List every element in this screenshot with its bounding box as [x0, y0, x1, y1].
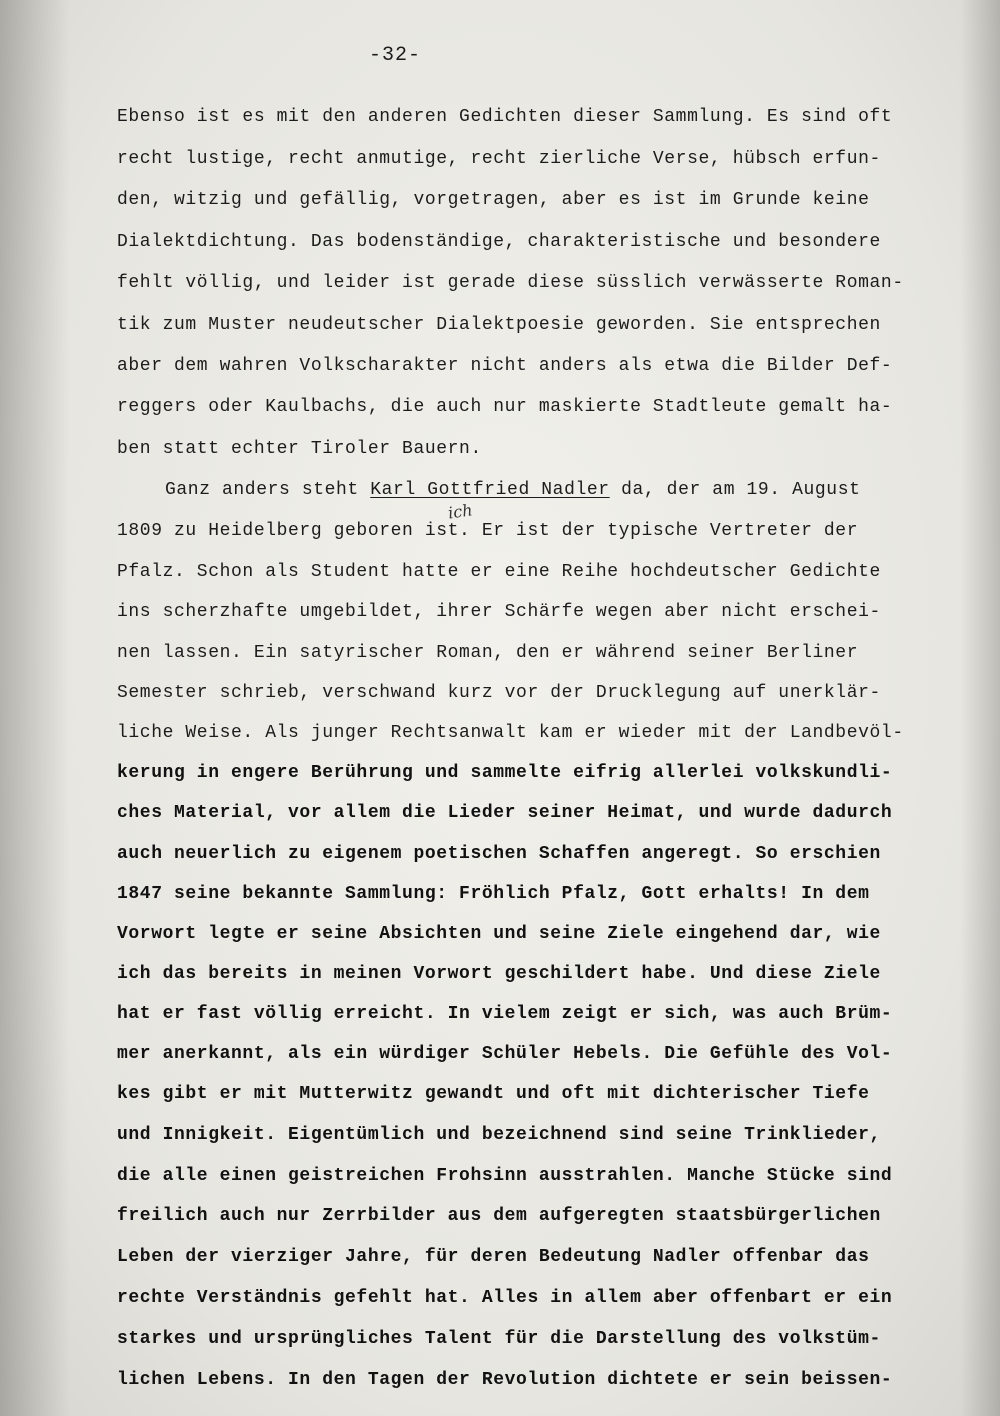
text-line-12: Pfalz. Schon als Student hatte er eine Reihe hochdeutscher Gedichte: [117, 562, 881, 582]
text-line-9: ben statt echter Tiroler Bauern.: [117, 439, 482, 459]
page-number: -32-: [368, 44, 421, 67]
line-10-start: Ganz anders steht: [165, 480, 371, 500]
scan-shadow-right: [960, 0, 1000, 1416]
text-line-16: liche Weise. Als junger Rechtsanwalt kam er wieder mit der Landbevöl-: [117, 723, 904, 743]
text-line-11: 1809 zu Heidelberg geboren ist. Er ist der typische Vertreter der: [117, 521, 859, 541]
text-line-20: 1847 seine bekannte Sammlung: Fröhlich Pfalz, Gott erhalts! In dem: [117, 884, 870, 904]
handwritten-correction: ich: [446, 500, 474, 523]
text-line-32: lichen Lebens. In den Tagen der Revolution dichtete er sein beissen-: [117, 1370, 893, 1390]
text-line-10: [165, 479, 861, 501]
text-line-22: ich das bereits in meinen Vorwort geschildert habe. Und diese Ziele: [117, 964, 881, 984]
text-line-5: fehlt völlig, und leider ist gerade diese süsslich verwässerte Roman-: [117, 273, 904, 293]
text-line-4: Dialektdichtung. Das bodenständige, charakteristische und besondere: [117, 232, 881, 252]
scan-shadow-left: [0, 0, 70, 1416]
text-line-17: kerung in engere Berührung und sammelte eifrig allerlei volkskundli-: [117, 763, 893, 783]
text-line-3: den, witzig und gefällig, vorgetragen, aber es ist im Grunde keine: [117, 190, 870, 210]
text-line-25: kes gibt er mit Mutterwitz gewandt und oft mit dichterischer Tiefe: [117, 1084, 870, 1104]
text-line-7: aber dem wahren Volkscharakter nicht anders als etwa die Bilder Def-: [117, 356, 893, 376]
text-line-30: rechte Verständnis gefehlt hat. Alles in allem aber offenbart er ein: [117, 1288, 893, 1308]
text-line-13: ins scherzhafte umgebildet, ihrer Schärfe wegen aber nicht erschei-: [117, 602, 881, 622]
text-line-6: tik zum Muster neudeutscher Dialektpoesie geworden. Sie entsprechen: [117, 315, 881, 335]
text-line-8: reggers oder Kaulbachs, die auch nur maskierte Stadtleute gemalt ha-: [117, 397, 893, 417]
text-line-24: mer anerkannt, als ein würdiger Schüler Hebels. Die Gefühle des Vol-: [117, 1044, 893, 1064]
text-line-15: Semester schrieb, verschwand kurz vor der Drucklegung auf unerklär-: [117, 683, 881, 703]
text-line-19: auch neuerlich zu eigenem poetischen Schaffen angeregt. So erschien: [117, 844, 881, 864]
text-line-29: Leben der vierziger Jahre, für deren Bedeutung Nadler offenbar das: [117, 1247, 870, 1267]
text-line-27: die alle einen geistreichen Frohsinn ausstrahlen. Manche Stücke sind: [117, 1166, 893, 1186]
text-line-14: nen lassen. Ein satyrischer Roman, den er während seiner Berliner: [117, 643, 859, 663]
line-10-end: da, der am 19. August: [609, 480, 861, 500]
text-line-18: ches Material, vor allem die Lieder seiner Heimat, und wurde dadurch: [117, 803, 893, 823]
text-line-2: recht lustige, recht anmutige, recht zierliche Verse, hübsch erfun-: [117, 149, 881, 169]
text-line-1: Ebenso ist es mit den anderen Gedichten dieser Sammlung. Es sind oft: [117, 107, 893, 127]
text-line-31: starkes und ursprüngliches Talent für die Darstellung des volkstüm-: [117, 1329, 881, 1349]
text-line-21: Vorwort legte er seine Absichten und seine Ziele eingehend dar, wie: [117, 924, 881, 944]
text-line-23: hat er fast völlig erreicht. In vielem zeigt er sich, was auch Brüm-: [117, 1004, 893, 1024]
text-line-28: freilich auch nur Zerrbilder aus dem aufgeregten staatsbürgerlichen: [117, 1206, 881, 1226]
text-line-26: und Innigkeit. Eigentümlich und bezeichnend sind seine Trinklieder,: [117, 1125, 881, 1145]
author-name: Karl Gottfried Nadler: [370, 480, 610, 500]
